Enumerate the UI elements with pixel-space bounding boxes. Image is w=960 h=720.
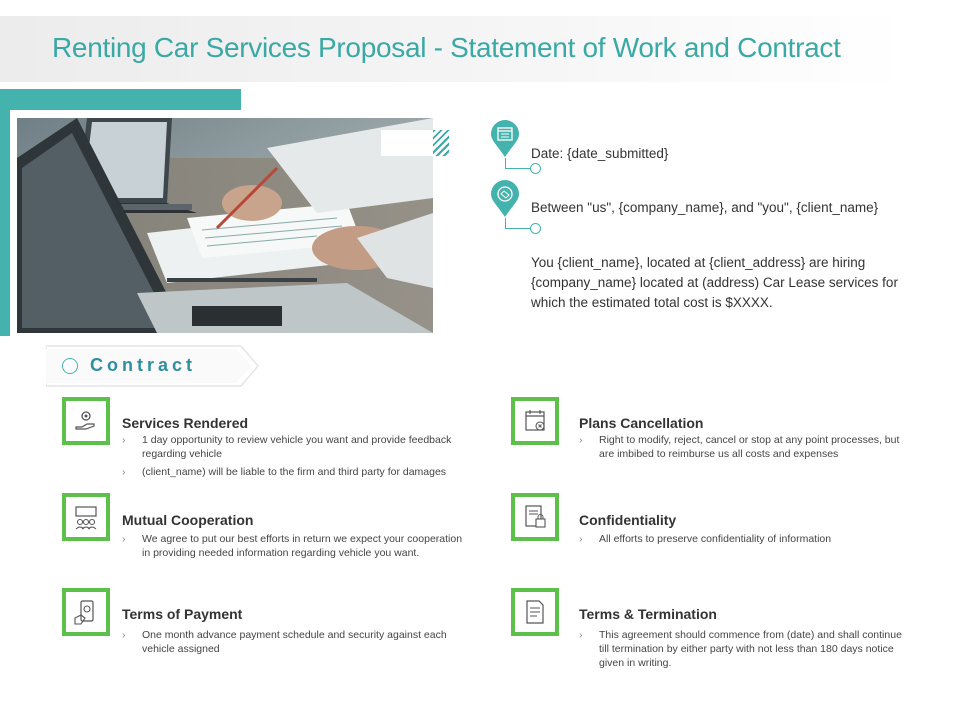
team-icon xyxy=(62,493,110,541)
payment-icon xyxy=(62,588,110,636)
pin-connector xyxy=(505,218,532,229)
mutual-cooperation-title: Mutual Cooperation xyxy=(122,512,254,528)
contract-heading: Contract xyxy=(90,355,197,375)
summary-paragraph: You {client_name}, located at {client_address} are hiring {company_name} located at (address) Car Lease services for which the estimated total cost is $XXXX. xyxy=(531,255,898,310)
confidentiality-title: Confidentiality xyxy=(579,512,677,528)
hatch-decoration xyxy=(433,130,449,156)
between-text: Between "us", {company_name}, and "you", {client_name} xyxy=(531,200,879,215)
laptop-desk-illustration xyxy=(17,118,433,333)
calendar-cancel-icon xyxy=(511,397,559,445)
terms-termination-title: Terms & Termination xyxy=(579,606,717,622)
list-item: › (client_name) will be liable to the firm and third party for damages xyxy=(122,466,447,478)
accent-bar xyxy=(0,89,241,110)
list-item: › 1 day opportunity to review vehicle you want and provide feedback regarding vehicle xyxy=(122,434,452,460)
services-rendered-title: Services Rendered xyxy=(122,415,249,431)
list-item: › This agreement should commence from (date) and shall continue till termination by either party with not less than 180 days notice given in writing. xyxy=(579,629,902,669)
pin-dot xyxy=(530,163,541,174)
gear-hand-icon xyxy=(62,397,110,445)
list-item: › We agree to put our best efforts in return we expect your cooperation in providing needed information regarding vehicle you want. xyxy=(122,533,463,559)
list-item: › All efforts to preserve confidentiality of information xyxy=(579,533,832,545)
list-item: › One month advance payment schedule and security against each vehicle assigned xyxy=(122,629,447,655)
list-item: › Right to modify, reject, cancel or stop at any point processes, but are imbibed to reimburse us all costs and expenses xyxy=(579,434,900,460)
contract-radio-icon xyxy=(62,358,78,374)
date-text: Date: {date_submitted} xyxy=(531,146,669,161)
calendar-icon xyxy=(490,120,520,158)
pin-dot xyxy=(530,223,541,234)
pin-connector xyxy=(505,158,532,169)
handshake-icon xyxy=(490,180,520,218)
photo-label-box xyxy=(381,130,433,156)
document-lock-icon xyxy=(511,493,559,541)
accent-side-bar xyxy=(0,110,10,336)
plans-cancellation-title: Plans Cancellation xyxy=(579,415,704,431)
document-icon xyxy=(511,588,559,636)
office-photo xyxy=(17,118,433,333)
terms-of-payment-title: Terms of Payment xyxy=(122,606,243,622)
page-title: Renting Car Services Proposal - Statement of Work and Contract xyxy=(52,32,841,63)
